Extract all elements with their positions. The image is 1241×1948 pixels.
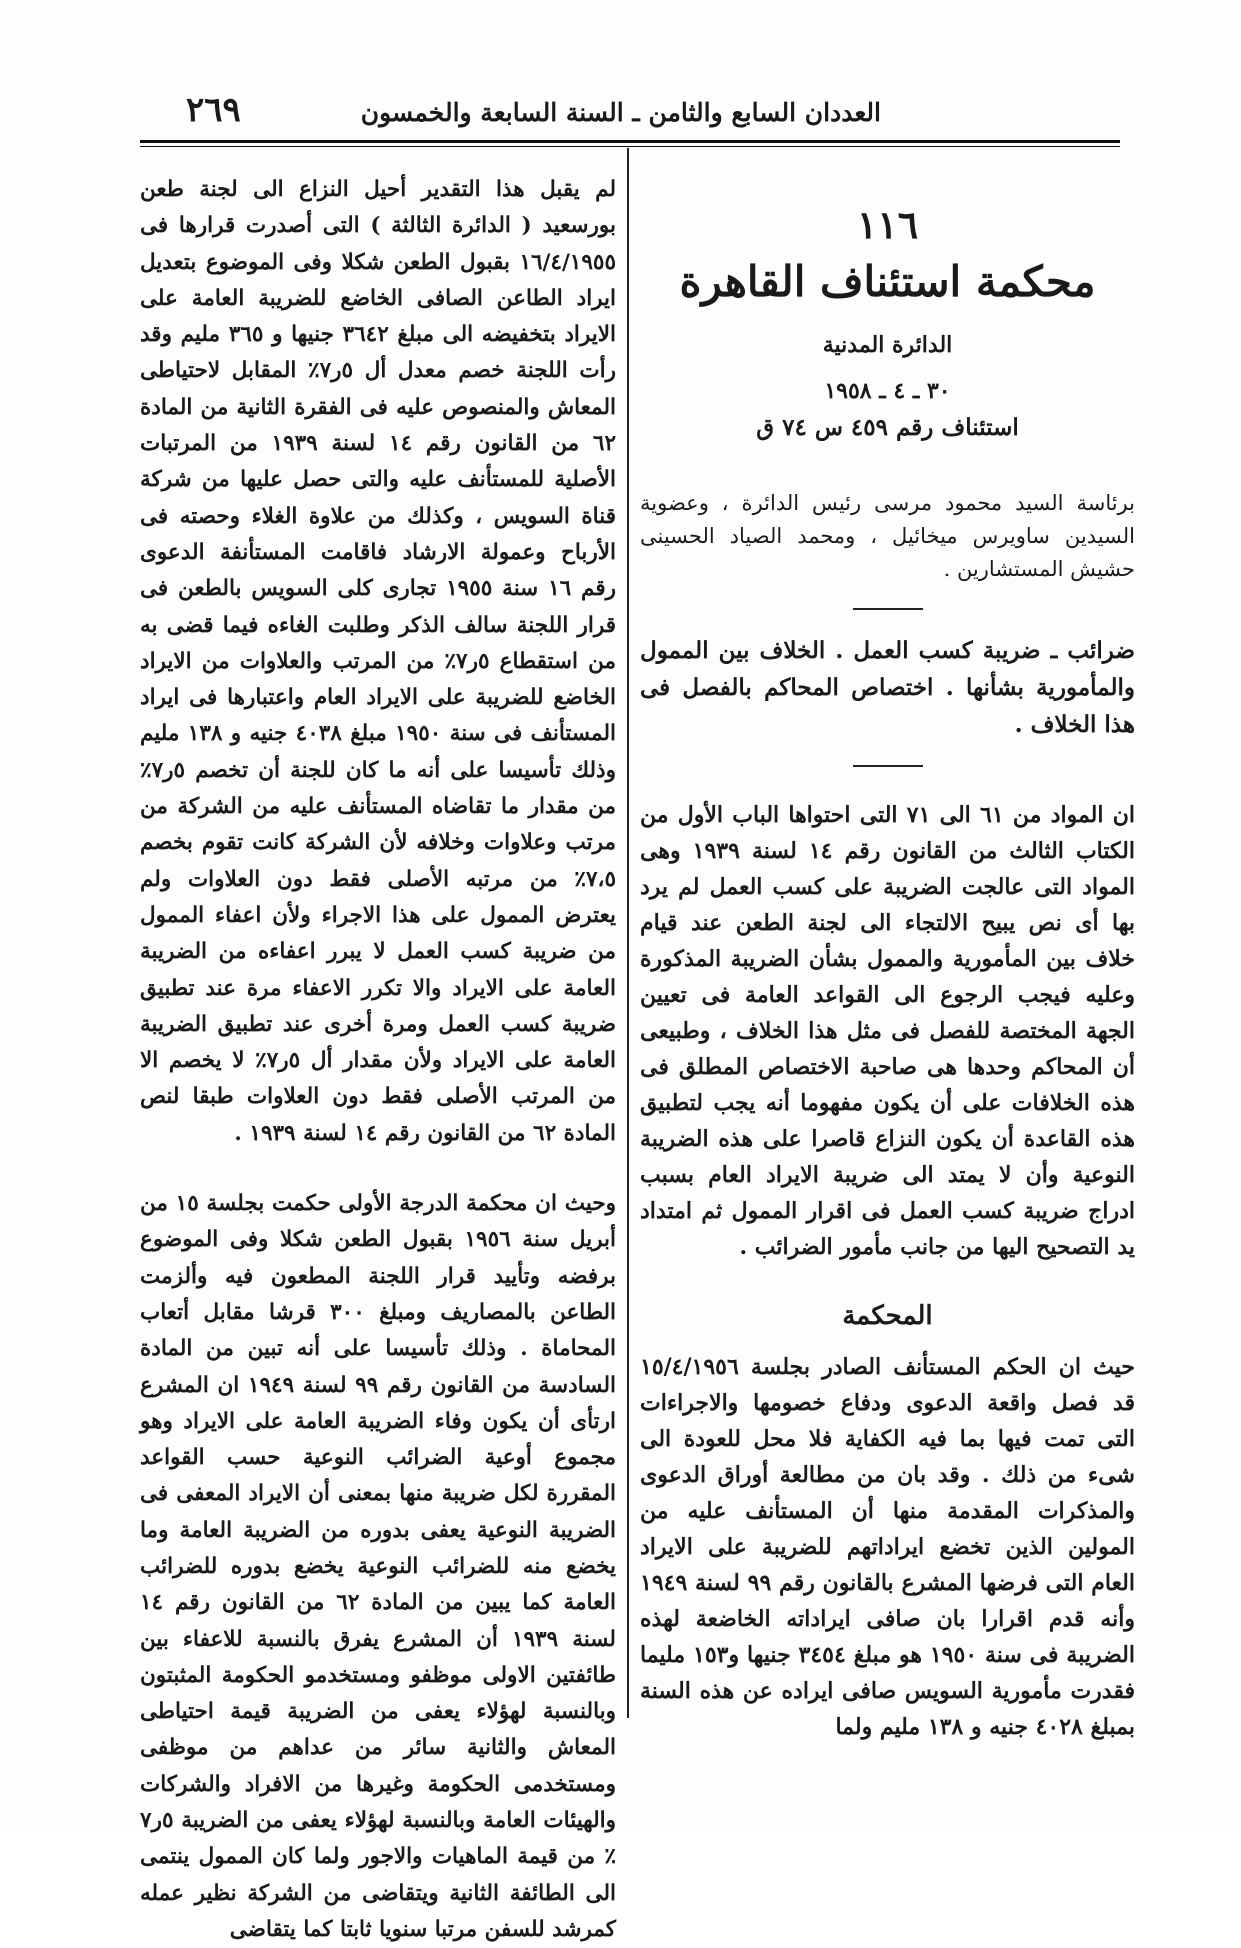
page-number: ٢٦٩: [186, 90, 241, 130]
legal-principle: ان المواد من ٦١ الى ٧١ التى احتواها الباب الأول من الكتاب الثالث من القانون رقم ١٤ لسنة ١٩٣٩ وهى المواد التى عالجت الضريبة على كسب العمل لم يرد بها أى نص يبيح الالتجاء الى لجنة الطعن عند قيام خلاف بين المأمورية والممول بشأن الضريبة المذكورة وعليه فيجب الرجوع الى القواعد العامة فى تعيين الجهة المختصة للفصل فى مثل هذا الخلاف ، وطبيعى أن المحاكم وحدها هى صاحبة الاختصاص المطلق فى هذه الخلافات على أن يكون مفهوما أنه يجب لتطبيق هذه القاعدة أن يكون النزاع قاصرا على هذه الضريبة النوعية وأن لا يمتد الى ضريبة الايراد العام بسبب ادراج ضريبة كسب العمل فى اقرار الممول ثم امتداد يد التصحيح اليها من جانب مأمور الضرائب .: [640, 802, 1135, 1260]
panel-composition: برئاسة السيد محمود مرسى رئيس الدائرة ، وعضوية السيدين ساويرس ميخائيل ، ومحمد الصياد الحسينى حشيش المستشارين .: [640, 491, 1135, 581]
separator-rule: [853, 765, 923, 767]
body-paragraph: وحيث ان محكمة الدرجة الأولى حكمت بجلسة ١٥ من أبريل سنة ١٩٥٦ بقبول الطعن شكلا وفى الموضوع برفضه وتأييد قرار اللجنة المطعون فيه وألزمت الطاعن بالمصاريف ومبلغ ٣٠٠ قرشا مقابل أتعاب المحاماة . وذلك تأسيسا على أنه تبين من المادة السادسة من القانون رقم ٩٩ لسنة ١٩٤٩ ان المشرع ارتأى أن يكون وفاء الضريبة العامة على الايراد وهو مجموع أوعية الضرائب النوعية حسب القواعد المقررة لكل ضريبة منها بمعنى أن الايراد المعفى فى الضريبة النوعية يعفى بدوره من الضريبة العامة وما يخضع منه للضرائب النوعية يخضع بدوره للضرائب العامة كما يبين من المادة ٦٢ من القانون رقم ١٤ لسنة ١٩٣٩ أن المشرع يفرق بالنسبة للاعفاء بين طائفتين الاولى موظفو ومستخدمو الحكومة المثبتون وبالنسبة لهؤلاء يعفى من الضريبة قيمة احتياطى المعاش والثانية سائر من عداهم من موظفى ومستخدمى الحكومة وغيرها من الافراد والشركات والهيئات العامة وبالنسبة لهؤلاء يعفى من الضريبة ٥ر٧ ٪ من قيمة الماهيات والاجور ولما كان الممول ينتمى الى الطائفة الثانية ويتقاضى من الشركة نظير عمله كمرشد للسفن مرتبا سنويا ثابتا كما يتقاضى: [140, 1191, 617, 1942]
case-number: ١١٦: [856, 202, 919, 247]
separator-rule: [853, 608, 923, 610]
judgment-text: حيث ان الحكم المستأنف الصادر بجلسة ١٥/٤/١٩٥٦ قد فصل واقعة الدعوى ودفاع خصومها والاجراءات التى تمت فيها بما فيه الكفاية فلا محل للعودة الى شىء من ذلك . وقد بان من مطالعة أوراق الدعوى والمذكرات المقدمة منها أن المستأنف عليه من المولين الذين تخضع ايراداتهم للضريبة على الايراد العام التى فرضها المشرع بالقانون رقم ٩٩ لسنة ١٩٤٩ وأنه قدم اقرارا بان صافى ايراداته الخاضعة لهذه الضريبة فى سنة ١٩٥٠ هو مبلغ ٣٤٥٤ جنيها و١٥٣ مليما فقدرت مأمورية السويس صافى ايراده عن هذه السنة بمبلغ ٤٠٢٨ جنيه و ١٣٨ مليم ولما: [640, 1354, 1135, 1740]
section-heading: المحكمة: [842, 1301, 933, 1331]
left-column: [140, 172, 616, 1948]
case-keywords: ضرائب ـ ضريبة كسب العمل . الخلاف بين الممول والمأمورية بشأنها . اختصاص المحاكم بالفصل فى هذا الخلاف .: [640, 637, 1135, 738]
decision-date: ٣٠ ـ ٤ ـ ١٩٥٨: [824, 378, 951, 404]
body-paragraph: لم يقبل هذا التقدير أحيل النزاع الى لجنة طعن بورسعيد ( الدائرة الثالثة ) التى أصدرت قرارها فى ١٦/٤/١٩٥٥ بقبول الطعن شكلا وفى الموضوع بتعديل ايراد الطاعن الصافى الخاضع للضريبة العامة على الايراد بتخفيضه الى مبلغ ٣٦٤٢ جنيها و ٣٦٥ مليم وقد رأت اللجنة خصم معدل أل ٥ر٧٪ المقابل لاحتياطى المعاش والمنصوص عليه فى الفقرة الثانية من المادة ٦٢ من القانون رقم ١٤ لسنة ١٩٣٩ من المرتبات الأصلية للمستأنف عليه والتى حصل عليها من شركة قناة السويس ، وكذلك من علاوة الغلاء وحصته فى الأرباح وعمولة الارشاد فاقامت المستأنفة الدعوى رقم ١٦ سنة ١٩٥٥ تجارى كلى السويس بالطعن فى قرار اللجنة سالف الذكر وطلبت الغاءه فيما قضى به من استقطاع ٥ر٧٪ من المرتب والعلاوات من الايراد الخاضع للضريبة على الايراد العام واعتبارها فى ايراد المستأنف فى سنة ١٩٥٠ مبلغ ٤٠٣٨ جنيه و ١٣٨ مليم وذلك تأسيسا على أنه ما كان للجنة أن تخصم ٥ر٧٪ من مقدار ما تقاضاه المستأنف عليه من الشركة من مرتب وعلاوات وخلافه لأن الشركة كانت تقوم بخصم ٧،٥٪ من مرتبه الأصلى فقط دون العلاوات ولم يعترض الممول على هذا الاجراء ولأن اعفاء الممول من ضريبة كسب العمل لا يبرر اعفاءه من الضريبة العامة على الايراد والا تكرر الاعفاء مرة عند تطبيق ضريبة كسب العمل ومرة أخرى عند تطبيق الضريبة العامة على الايراد ولأن مقدار أل ٥ر٧٪ لا يخصم الا من المرتب الأصلى فقط دون العلاوات طبقا لنص المادة ٦٢ من القانون رقم ١٤ لسنة ١٩٣٩ .: [140, 177, 617, 1146]
court-name: محكمة استئناف القاهرة: [679, 257, 1096, 306]
header-rule-thin: [140, 146, 1120, 147]
header-rule: [140, 140, 1120, 143]
running-header: [170, 92, 881, 132]
header-title: العددان السابع والثامن ـ السنة السابعة والخمسون: [360, 97, 881, 127]
appeal-number: استئناف رقم ٤٥٩ س ٧٤ ق: [756, 414, 1019, 441]
right-column: [640, 150, 1135, 1745]
column-separator: [627, 148, 629, 1718]
circuit-name: الدائرة المدنية: [822, 332, 953, 358]
